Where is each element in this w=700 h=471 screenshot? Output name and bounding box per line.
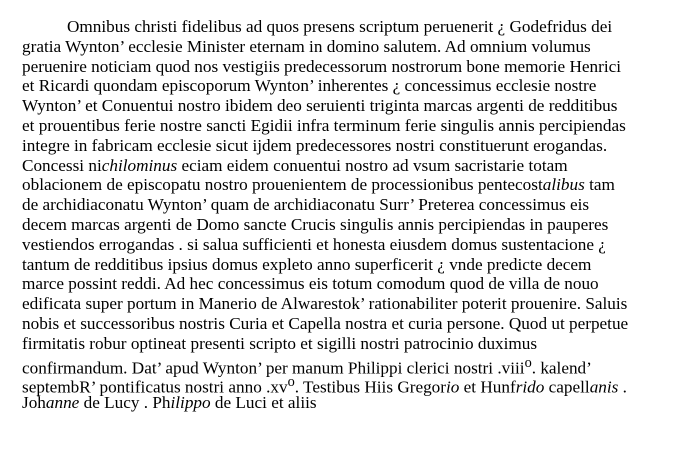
- text-segment: de Lucy . Ph: [79, 393, 171, 413]
- text-segment: edificata super portum in Manerio de Alwarestok’ rationabiliter poterit prouenire. Saluis: [22, 294, 628, 314]
- text-segment: et Ricardi quondam episcoporum Wynton’ inherentes ¿ concessimus ecclesie nostre: [22, 76, 597, 96]
- italic-text: io: [446, 378, 460, 398]
- text-line: [22, 255, 694, 275]
- superscript-text: o: [524, 354, 532, 371]
- text-segment: de archidiaconatu Wynton’ quam de archidiaconatu Surr’ Preterea concessimus eis: [22, 195, 590, 215]
- text-segment: de Luci et aliis: [210, 393, 317, 413]
- text-segment: . kalend’: [531, 358, 592, 378]
- text-line: [22, 37, 694, 57]
- text-line: [22, 274, 694, 294]
- text-line: [22, 96, 694, 116]
- text-line: [22, 57, 694, 77]
- text-segment: capell: [544, 378, 590, 398]
- text-line: [22, 195, 694, 215]
- text-segment: vestiendos errogandas . si salua sufficienti et honesta eiusdem domus sustentacione ¿: [22, 234, 606, 254]
- text-line: [22, 175, 694, 195]
- text-segment: confirmandum. Dat’ apud Wynton’ per manum Philippi clerici nostri .viii: [22, 358, 525, 378]
- superscript-text: o: [287, 374, 295, 391]
- text-segment: integre in fabricam ecclesie sicut ijdem predecessores nostri constituerunt erogandas.: [22, 135, 608, 155]
- text-segment: Wynton’ et Conuentui nostro ibidem deo seruienti triginta marcas argenti de redditibus: [22, 96, 618, 116]
- text-segment: peruenire noticiam quod nos vestigiis predecessorum nostrorum bone memorie Henrici: [22, 56, 622, 76]
- text-segment: nobis et successoribus nostris Curia et Capella nostra et curia persone. Quod ut perpetue: [22, 313, 629, 333]
- text-line: [22, 314, 694, 334]
- text-segment: tam: [584, 175, 615, 195]
- text-segment: eciam eidem conuentui nostro ad vsum sacristarie totam: [177, 155, 568, 175]
- text-segment: . Testibus Hiis Gregor: [294, 378, 446, 398]
- text-line: [22, 235, 694, 255]
- text-line: [22, 373, 694, 398]
- text-segment: et Hunf: [459, 378, 516, 398]
- italic-text: alibus: [542, 175, 585, 195]
- italic-text: anne: [45, 393, 80, 413]
- text-line: [22, 17, 694, 37]
- text-segment: .: [618, 378, 627, 398]
- text-segment: firmitatis robur optineat presenti scripto et sigilli nostri patrocinio duximus: [22, 333, 538, 353]
- text-segment: septembR’ pontificatus nostri anno .xv: [22, 378, 288, 398]
- text-segment: et prouentibus ferie nostre sancti Egidii infra terminum ferie singulis annis percipiendas: [22, 115, 626, 135]
- text-segment: Concessi ni: [22, 155, 102, 175]
- text-segment: oblacionem de episcopatu nostro prouenientem de processionibus pentecost: [22, 175, 543, 195]
- text-line: [22, 354, 694, 378]
- text-line: [22, 294, 694, 314]
- text-segment: marce possint reddi. Ad hec concessimus eis totum comodum quod de villa de nouo: [22, 274, 599, 294]
- text-line: [22, 215, 694, 235]
- italic-text: rido: [515, 378, 545, 398]
- text-line: [22, 76, 694, 96]
- text-segment: decem marcas argenti de Domo sancte Crucis singulis annis percipiendas in pauperes: [22, 214, 609, 234]
- text-line: [22, 116, 694, 136]
- italic-text: ilippo: [170, 393, 211, 413]
- text-line: [22, 334, 694, 354]
- italic-text: chilominus: [101, 155, 178, 175]
- text-segment: Joh: [22, 393, 46, 413]
- italic-text: anis: [589, 378, 619, 398]
- charter-text: [22, 17, 694, 413]
- text-segment: tantum de redditibus ipsius domus expleto anno superficerit ¿ vnde predicte decem: [22, 254, 592, 274]
- text-segment: Omnibus christi fidelibus ad quos presens scriptum peruenerit ¿ Godefridus dei: [67, 17, 613, 36]
- text-line: [22, 156, 694, 176]
- text-segment: gratia Wynton’ ecclesie Minister eternam in domino salutem. Ad omnium volumus: [22, 36, 591, 56]
- text-line: [22, 136, 694, 156]
